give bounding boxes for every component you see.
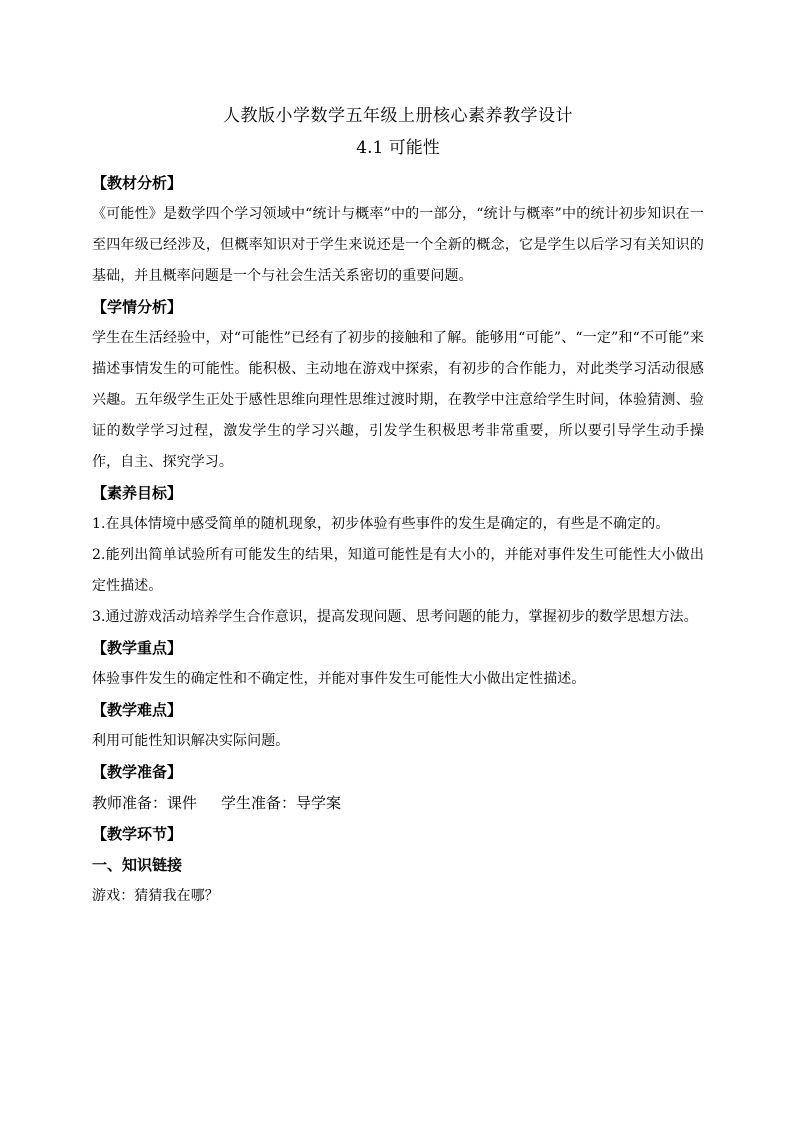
learner-analysis-paragraph: 学生在生活经验中，对“可能性”已经有了初步的接触和了解。能够用“可能”、“一定”和“不可能”来描述事情发生的可能性。能积极、主动地在游戏中探索，有初步的合作能力，对此类学习活动很感兴趣。五年级学生正处于感性思维向理性思维过渡时期，在教学中注意给学生时间，体验猜测、验证的数学学习过程，激发学生的学习兴趣，引发学生积极思考非常重要，所以要引导学生动手操作，自主、探究学习。 [92,330,704,470]
section-heading-teaching-preparation: 【教学准备】 [92,763,183,781]
teaching-difficulty-paragraph: 利用可能性知识解决实际问题。 [92,733,290,749]
goal-item: 3.通过游戏活动培养学生合作意识，提高发现问题、思考问题的能力，掌握初步的数学思想方法。 [92,609,698,625]
document-title: 人教版小学数学五年级上册核心素养教学设计 [223,106,573,126]
section-heading-teaching-focus: 【教学重点】 [92,639,183,657]
document-subtitle: 4.1 可能性 [356,138,440,158]
goal-item: 2.能列出简单试验所有可能发生的结果，知道可能性是有大小的，并能对事件发生可能性大小做出定性描述。 [92,547,704,594]
section-heading-teaching-process: 【教学环节】 [92,825,183,843]
document-page [92,100,704,912]
teacher-preparation: 教师准备：课件 [92,794,198,812]
section-heading-textbook-analysis: 【教材分析】 [92,174,183,192]
textbook-analysis-paragraph: 《可能性》是数学四个学习领域中“统计与概率”中的一部分，“统计与概率”中的统计初步知识在一至四年级已经涉及，但概率知识对于学生来说还是一个全新的概念，它是学生以后学习有关知识的基础，并且概率问题是一个与社会生活关系密切的重要问题。 [92,206,704,284]
part-one-paragraph: 游戏：猜猜我在哪？ [92,888,219,904]
section-heading-literacy-goals: 【素养目标】 [92,484,183,502]
teaching-preparation-line [92,788,704,819]
teaching-focus-paragraph: 体验事件发生的确定性和不确定性，并能对事件发生可能性大小做出定性描述。 [92,671,586,687]
goal-item: 1.在具体情境中感受简单的随机现象，初步体验有些事件的发生是确定的，有些是不确定的。 [92,516,670,532]
student-preparation: 学生准备：导学案 [221,794,342,812]
section-heading-teaching-difficulty: 【教学难点】 [92,701,183,719]
section-heading-learner-analysis: 【学情分析】 [92,298,183,316]
part-one-heading: 一、知识链接 [92,856,183,874]
